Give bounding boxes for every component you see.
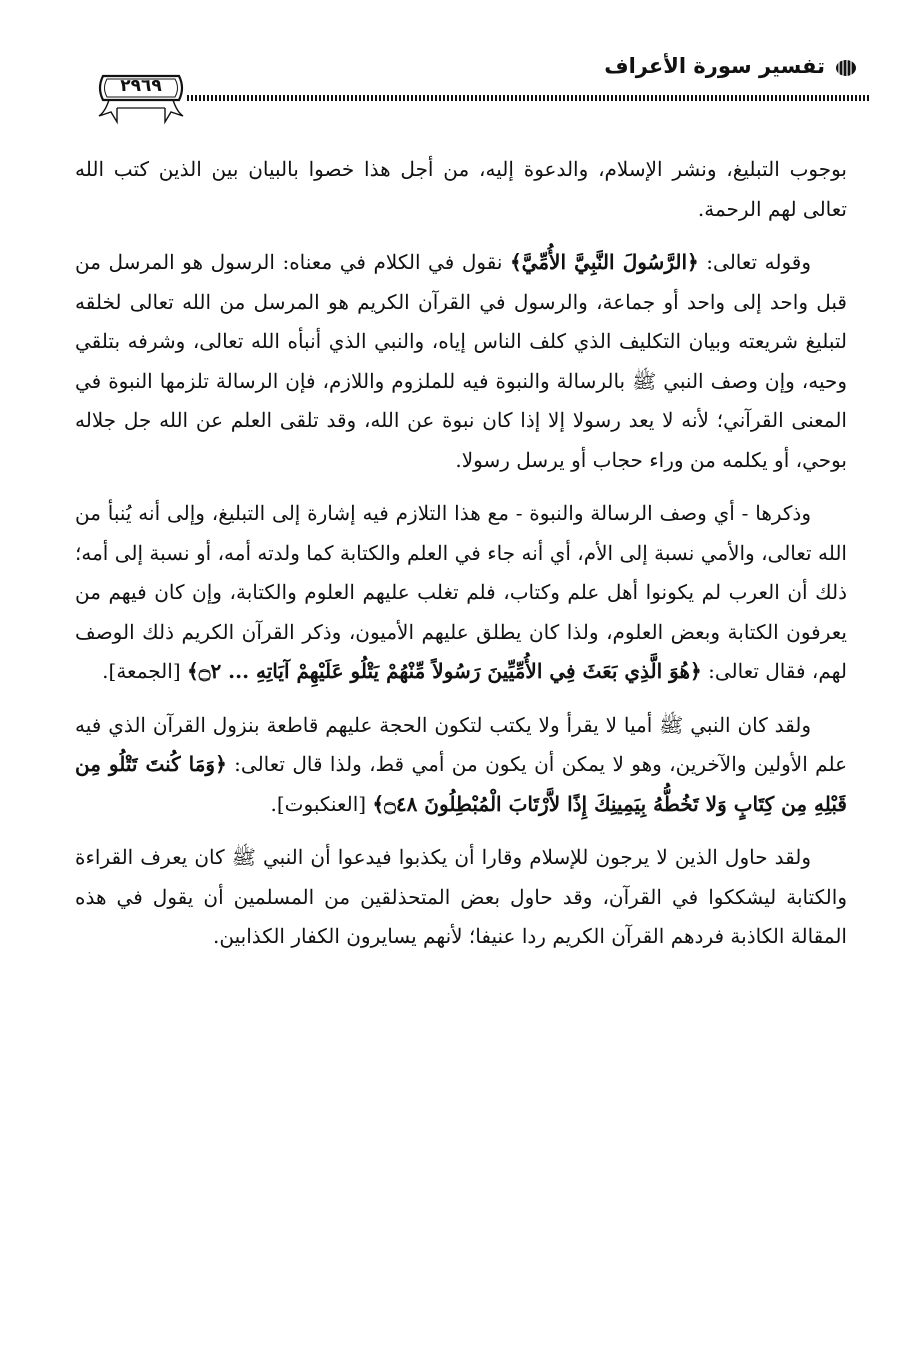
page-number-cartouche — [95, 68, 187, 114]
page-header — [95, 40, 870, 130]
text-segment: ولقد حاول الذين لا يرجون للإسلام وقارا أن يكذبوا فيدعوا أن النبي ﷺ كان يعرف القراءة والكتابة ليشككوا في القرآن، وقد حاول بعض المتحذلقين من المسلمين أن يقول في هذه المقالة الكاذبة فردهم القرآن الكريم ردا عنيفا؛ لأنهم يسايرون الكفار الكذابين. — [75, 845, 847, 948]
body-text — [75, 150, 847, 971]
paragraph-2 — [75, 243, 847, 480]
page-number: ٢٩٦٩ — [120, 76, 162, 96]
running-title: تفسير سورة الأعراف — [604, 54, 825, 78]
paragraph-5 — [75, 838, 847, 957]
text-segment: نقول في الكلام في معناه: الرسول هو المرسل من قبل واحد إلى واحد أو جماعة، والرسول في القرآن الكريم هو المرسل من الله تعالى لخلقه لتبليغ شريعته وبيان التكليف الذي كلف الناس إياه، والنبي الذي أنبأه الله تعالى، وشرفه بتلقي وحيه، وإن وصف النبي ﷺ بالرسالة والنبوة فيه للملزوم واللازم، فإن الرسالة تلزمها النبوة في المعنى القرآني؛ لأنه لا يعد رسولا إلا إذا كان نبوة عن الله، وقد تلقى العلم عن الله جل جلاله بوحي، أو يكلمه من وراء حجاب أو يرسل رسولا. — [75, 250, 847, 472]
surah-reference: [الجمعة]. — [102, 659, 187, 683]
title-ornament-icon — [834, 58, 858, 78]
text-segment: بوجوب التبليغ، ونشر الإسلام، والدعوة إليه، من أجل هذا خصوا بالبيان بين الذين كتب الله تعالى لهم الرحمة. — [75, 157, 847, 221]
paragraph-1 — [75, 150, 847, 229]
quran-verse: ﴿هُوَ الَّذِي بَعَثَ فِي الأُمِّيِّينَ رَسُولاً مِّنْهُمْ يَتْلُو عَلَيْهِمْ آيَاتِهِ ... ۝٢﴾ — [187, 659, 702, 683]
text-segment: وقوله تعالى: — [698, 250, 812, 274]
text-segment: وذكرها - أي وصف الرسالة والنبوة - مع هذا التلازم فيه إشارة إلى التبليغ، وإلى أنه يُنبأ من الله تعالى، والأمي نسبة إلى الأم، أي أنه جاء في العلم والكتابة كما ولدته أمه، أو نسبة إلى أمه؛ ذلك أن العرب لم يكونوا أهل علم وكتاب، فلم تغلب عليهم العلوم والكتابة، وإن كان فيهم من يعرفون الكتابة وبعض العلوم، ولذا كان يطلق عليهم الأميون، وذكر القرآن الكريم ذلك الوصف لهم، فقال تعالى: — [75, 501, 847, 683]
surah-reference: [العنكبوت]. — [270, 791, 373, 816]
paragraph-4 — [75, 706, 847, 825]
text-segment: ولقد كان النبي ﷺ أميا لا يقرأ ولا يكتب لتكون الحجة عليهم قاطعة بنزول القرآن الذي فيه علم الأولين والآخرين، وهو لا يمكن أن يكون من أمي قط، ولذا قال تعالى: — [75, 712, 847, 776]
paragraph-3 — [75, 494, 847, 692]
quran-verse: ﴿وَمَا كُنتَ تَتْلُو مِن قَبْلِهِ مِن كِتَابٍ وَلا تَخُطُّهُ بِيَمِينِكَ إِذًا لاَّرْتَابَ الْمُبْطِلُونَ ۝٤٨﴾ — [75, 752, 847, 816]
quran-verse: ﴿الرَّسُولَ النَّبِيَّ الأُمِّيَّ﴾ — [509, 250, 699, 274]
header-rule — [187, 95, 870, 101]
